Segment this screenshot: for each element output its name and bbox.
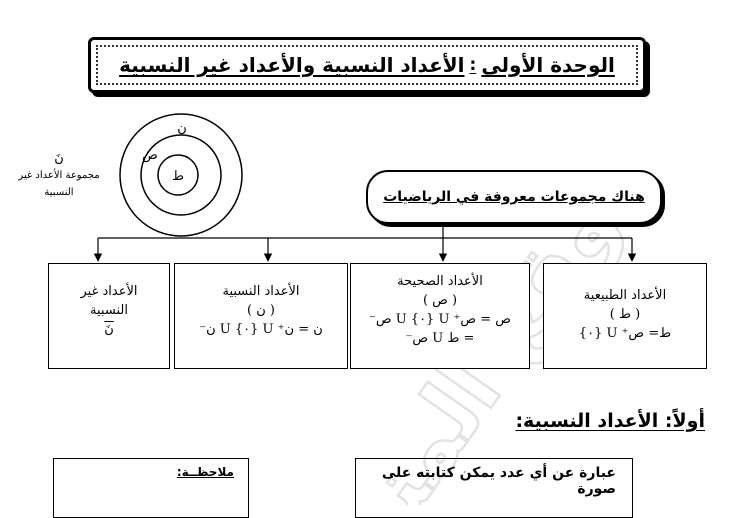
title-part1: الوحدة الأولى [481,53,615,77]
note-box [53,458,249,518]
venn-outer-label: ن [177,121,187,136]
irrational-name-line2: النسبية [90,303,128,318]
definition-text: عبارة عن أي عدد يمكن كتابته على صورة [381,465,616,497]
hub-label: هناك مجموعات معروفة في الرياضيات [383,189,645,205]
irrational-caption-line1: مجموعة الأعداد غير [18,170,100,181]
watermark-text: المنـار [330,342,522,505]
rational-name: الأعداد النسبية [222,284,300,299]
rational-numbers-box [174,263,348,369]
rational-symbol: ( ن ) [247,303,275,318]
natural-name: الأعداد الطبيعية [583,288,667,303]
sets-hub [366,170,662,224]
title-part2: الأعداد النسبية والأعداد غير النسبية [119,53,465,77]
integers-formula-2: = ط U ص⁻ [405,331,475,346]
integers-box [350,263,530,369]
natural-symbol: ( ط ) [609,307,641,322]
integers-formula-1: ص = ص⁺ U {٠} U ص⁻ [368,312,512,327]
venn-middle-label: ص [142,148,158,163]
venn-inner-label: ط [171,169,185,184]
natural-numbers-box [543,263,707,369]
irrational-numbers-box [48,263,170,369]
integers-name: الأعداد الصحيحة [397,274,483,289]
rational-formula: ن = ن⁺ U {٠} U ن⁻ [199,322,323,337]
section-heading: أولاً: الأعداد النسبية: [515,410,705,432]
integers-symbol: ( ص ) [422,293,458,308]
natural-formula: ط= ص⁺ U {٠} [578,326,672,341]
title-colon: : [469,55,477,75]
irrational-caption-line2: النسبية [44,187,74,198]
definition-box [355,458,633,518]
irrational-symbol: نَ [104,322,114,337]
irrational-name-line1: الأعداد غير [80,284,138,299]
irrational-caption-symbol: نَ [54,151,64,166]
note-label: ملاحظــة: [176,465,234,479]
